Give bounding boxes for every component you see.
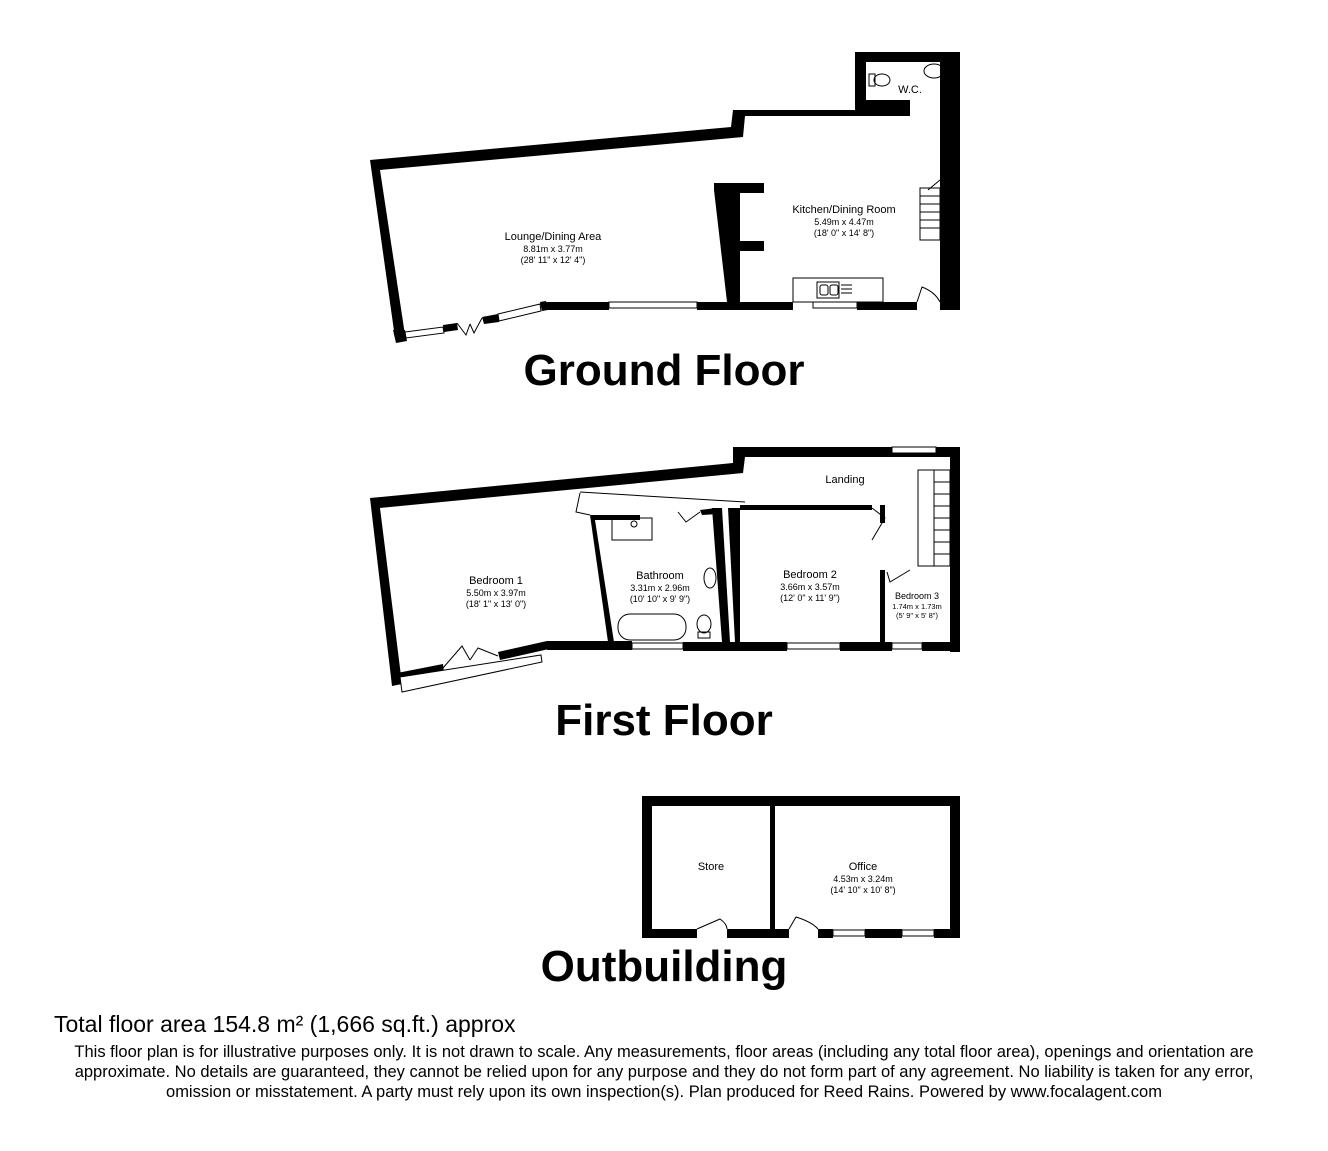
room-wc-label: W.C. <box>898 84 922 96</box>
room-name: Bedroom 3 <box>894 591 940 601</box>
first-floor-stairs <box>918 470 950 566</box>
room-size-metric: 5.49m x 4.47m <box>814 217 874 227</box>
room-size-imperial: (5' 9" x 5' 8") <box>896 611 938 620</box>
room-lounge-dining <box>505 231 603 265</box>
room-name: Lounge/Dining Area <box>504 231 602 243</box>
first-floor-plan <box>370 447 960 745</box>
room-bedroom-2 <box>780 569 840 603</box>
room-size-metric: 4.53m x 3.24m <box>833 874 893 884</box>
outbuilding-title: Outbuilding <box>540 942 788 991</box>
wc-fittings <box>869 64 944 86</box>
room-name: Bedroom 1 <box>469 575 523 587</box>
room-size-imperial: (10' 10" x 9' 9") <box>629 594 691 604</box>
room-kitchen-dining <box>792 204 895 238</box>
room-size-imperial: (12' 0" x 11' 9") <box>780 593 840 603</box>
room-size-metric: 1.74m x 1.73m <box>892 602 942 611</box>
disclaimer-text: This floor plan is for illustrative purposes only. It is not drawn to scale. Any measurements, floor areas (including any total floor area), openings and orientation are approximate. No details are guaranteed, they cannot be relied upon for any purpose and they do not form part of any agreement. No liability is taken for any error, omission or misstatement. A party must rely upon its own inspection(s). Plan produced for Reed Rains. Powered by www.focalagent.com <box>74 1043 1254 1101</box>
outbuilding-walls <box>642 796 960 938</box>
ground-floor-plan <box>370 52 960 395</box>
outbuilding-plan <box>541 796 960 991</box>
room-size-imperial: (18' 1" x 13' 0") <box>465 599 527 609</box>
ground-floor-walls <box>370 52 960 343</box>
room-size-imperial: (28' 11" x 12' 4") <box>520 255 586 265</box>
room-size-metric: 8.81m x 3.77m <box>523 244 583 254</box>
room-size-imperial: (18' 0" x 14' 8") <box>813 228 875 238</box>
total-floor-area: Total floor area 154.8 m² (1,666 sq.ft.) approx <box>54 1011 516 1037</box>
room-name: Bathroom <box>636 570 684 582</box>
room-landing-label: Landing <box>825 474 865 486</box>
first-floor-title: First Floor <box>555 696 773 745</box>
room-size-metric: 3.31m x 2.96m <box>630 583 690 593</box>
room-bedroom-3 <box>892 591 942 620</box>
room-size-imperial: (14' 10" x 10' 8") <box>830 885 896 895</box>
room-bathroom <box>630 570 690 604</box>
room-name: Bedroom 2 <box>783 569 837 581</box>
room-size-metric: 3.66m x 3.57m <box>780 582 840 592</box>
room-name: Office <box>848 861 878 873</box>
room-store-label: Store <box>697 861 725 873</box>
outbuilding-doors <box>697 917 818 929</box>
room-name: Kitchen/Dining Room <box>792 204 896 216</box>
room-size-metric: 5.50m x 3.97m <box>466 588 526 598</box>
room-office <box>830 861 895 895</box>
ground-floor-title: Ground Floor <box>523 346 805 395</box>
room-bedroom-1 <box>466 575 526 609</box>
kitchen-units <box>793 278 883 302</box>
